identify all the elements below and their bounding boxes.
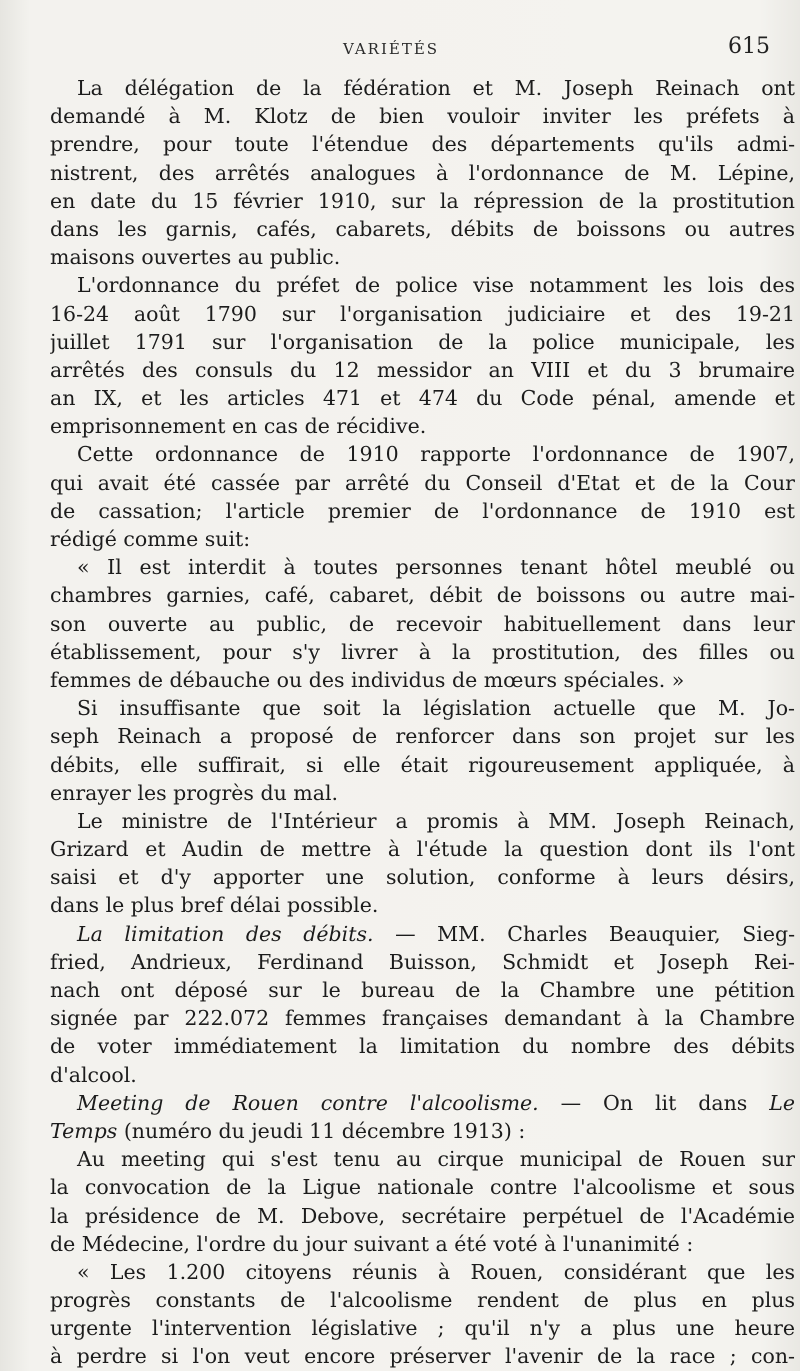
line-text: emprisonnement en cas de récidive. xyxy=(50,414,427,439)
page-number: 615 xyxy=(728,34,770,59)
line-text: Grizard et Audin de mettre à l'étude la question dont ils l'ont xyxy=(50,837,795,862)
running-head xyxy=(0,34,800,64)
text-line xyxy=(50,243,795,271)
line-text: progrès constants de l'alcoolisme rendent de plus en plus xyxy=(50,1288,795,1313)
italic-heading: Meeting de Rouen contre l'alcoolisme. xyxy=(77,1090,539,1115)
text-line xyxy=(50,74,795,102)
line-text: dans les garnis, cafés, cabarets, débits de boissons ou autres xyxy=(50,216,795,241)
text-line xyxy=(50,412,795,440)
text-line xyxy=(50,976,795,1004)
text-line xyxy=(50,920,795,948)
line-text: de voter immédiatement la limitation du nombre des débits xyxy=(50,1034,795,1059)
line-text: établissement, pour s'y livrer à la prostitution, des filles ou xyxy=(50,639,795,664)
text-line xyxy=(50,271,795,299)
text-line xyxy=(50,328,795,356)
text-line xyxy=(50,1145,795,1173)
running-title: VARIÉTÉS xyxy=(343,40,440,58)
line-text: la convocation de la Ligue nationale contre l'alcoolisme et sous xyxy=(50,1175,795,1200)
text-line xyxy=(50,722,795,750)
text-line xyxy=(50,1342,795,1370)
line-text: de cassation; l'article premier de l'ordonnance de 1910 est xyxy=(50,498,795,523)
italic-heading: Temps xyxy=(50,1118,118,1143)
line-text: femmes de débauche ou des individus de mœurs spéciales. » xyxy=(50,667,685,692)
text-line xyxy=(50,1202,795,1230)
text-line xyxy=(50,102,795,130)
line-text: maisons ouvertes au public. xyxy=(50,245,341,270)
line-text: à perdre si l'on veut encore préserver l'avenir de la race ; con- xyxy=(50,1344,795,1369)
body-text xyxy=(50,74,795,1371)
line-text: (numéro du jeudi 11 décembre 1913) : xyxy=(117,1118,526,1143)
text-line xyxy=(50,1032,795,1060)
text-line xyxy=(50,300,795,328)
line-text: de Médecine, l'ordre du jour suivant a été voté à l'unanimité : xyxy=(50,1231,694,1256)
text-line xyxy=(50,638,795,666)
line-text: — On lit dans xyxy=(538,1090,770,1115)
text-line xyxy=(50,666,795,694)
line-text: « Les 1.200 citoyens réunis à Rouen, considérant que les xyxy=(77,1259,795,1284)
line-text: signée par 222.072 femmes françaises demandant à la Chambre xyxy=(50,1006,795,1031)
text-line xyxy=(50,187,795,215)
italic-heading: La limitation des débits. xyxy=(77,921,374,946)
line-text: prendre, pour toute l'étendue des départements qu'ils admi- xyxy=(50,132,795,157)
text-line xyxy=(50,1173,795,1201)
text-line xyxy=(50,891,795,919)
text-line xyxy=(50,159,795,187)
line-text: urgente l'intervention législative ; qu'il n'y a plus une heure xyxy=(50,1316,795,1341)
text-line xyxy=(50,525,795,553)
line-text: 16-24 août 1790 sur l'organisation judiciaire et des 19-21 xyxy=(50,301,795,326)
line-text: L'ordonnance du préfet de police vise notamment les lois des xyxy=(77,273,795,298)
line-text: en date du 15 février 1910, sur la répression de la prostitution xyxy=(50,188,795,213)
text-line xyxy=(50,384,795,412)
line-text: nistrent, des arrêtés analogues à l'ordonnance de M. Lépine, xyxy=(50,160,795,185)
line-text: arrêtés des consuls du 12 messidor an VIII et du 3 brumaire xyxy=(50,357,795,382)
text-line xyxy=(50,1286,795,1314)
text-line xyxy=(50,130,795,158)
line-text: débits, elle suffirait, si elle était rigoureusement appliquée, à xyxy=(50,752,795,777)
line-text: la présidence de M. Debove, secrétaire perpétuel de l'Académie xyxy=(50,1203,795,1228)
line-text: son ouverte au public, de recevoir habituellement dans leur xyxy=(50,611,795,636)
line-text: Si insuffisante que soit la législation actuelle que M. Jo- xyxy=(77,696,795,721)
text-line xyxy=(50,1258,795,1286)
line-text: fried, Andrieux, Ferdinand Buisson, Schmidt et Joseph Rei- xyxy=(50,949,795,974)
line-text: demandé à M. Klotz de bien vouloir inviter les préfets à xyxy=(50,104,795,129)
text-line xyxy=(50,948,795,976)
text-line xyxy=(50,581,795,609)
line-text: dans le plus bref délai possible. xyxy=(50,893,379,918)
text-line xyxy=(50,694,795,722)
line-text: d'alcool. xyxy=(50,1062,137,1087)
text-line xyxy=(50,440,795,468)
text-line xyxy=(50,835,795,863)
line-text: chambres garnies, café, cabaret, débit de boissons ou autre mai- xyxy=(50,583,795,608)
text-line xyxy=(50,807,795,835)
line-text: juillet 1791 sur l'organisation de la police municipale, les xyxy=(50,329,795,354)
text-line xyxy=(50,1314,795,1342)
line-text: — MM. Charles Beauquier, Sieg- xyxy=(373,921,795,946)
text-line xyxy=(50,215,795,243)
text-line xyxy=(50,751,795,779)
line-text: nach ont déposé sur le bureau de la Chambre une pétition xyxy=(50,978,795,1002)
text-line xyxy=(50,779,795,807)
line-text: saisi et d'y apporter une solution, conforme à leurs désirs, xyxy=(50,865,795,890)
line-text: seph Reinach a proposé de renforcer dans son projet sur les xyxy=(50,724,795,749)
text-line xyxy=(50,863,795,891)
text-line xyxy=(50,1230,795,1258)
line-text: Au meeting qui s'est tenu au cirque municipal de Rouen sur xyxy=(77,1147,795,1172)
italic-title: Le xyxy=(769,1090,795,1115)
text-line xyxy=(50,1117,795,1145)
text-line xyxy=(50,1061,795,1089)
text-line xyxy=(50,356,795,384)
line-text: enrayer les progrès du mal. xyxy=(50,780,339,805)
text-line xyxy=(50,553,795,581)
line-text: qui avait été cassée par arrêté du Conseil d'Etat et de la Cour xyxy=(50,470,795,495)
line-text: Cette ordonnance de 1910 rapporte l'ordonnance de 1907, xyxy=(77,442,795,467)
line-text: La délégation de la fédération et M. Joseph Reinach ont xyxy=(77,76,795,100)
text-line xyxy=(50,1004,795,1032)
line-text: Le ministre de l'Intérieur a promis à MM. Joseph Reinach, xyxy=(77,808,795,833)
text-line xyxy=(50,1089,795,1117)
text-line xyxy=(50,469,795,497)
text-line xyxy=(50,610,795,638)
line-text: « Il est interdit à toutes personnes tenant hôtel meublé ou xyxy=(77,555,795,580)
line-text: an IX, et les articles 471 et 474 du Code pénal, amende et xyxy=(50,386,795,411)
line-text: rédigé comme suit: xyxy=(50,527,251,551)
text-line xyxy=(50,497,795,525)
